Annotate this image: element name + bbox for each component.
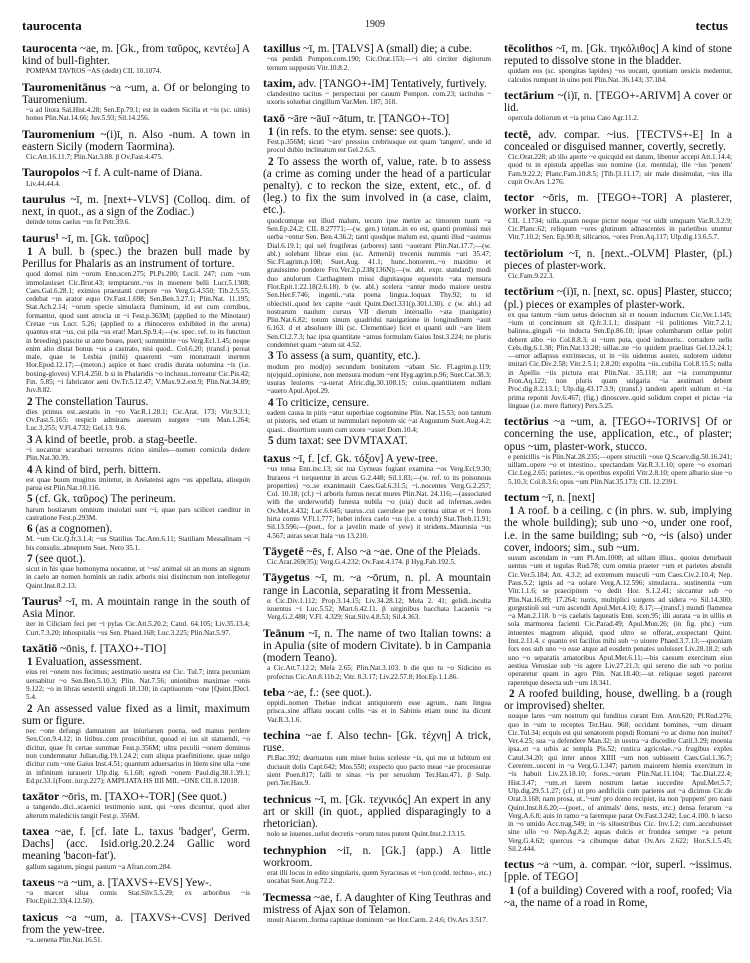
headword: Tauropolos [22, 165, 80, 180]
entry-definition: ~ae, f.: (see quot.). [287, 686, 372, 699]
headword: taxātor [22, 789, 60, 804]
entry-head [504, 89, 732, 114]
headword: teba [263, 684, 285, 699]
citations: opercula doliorum et ~ia priua Cato Agr.11.2. [508, 114, 639, 123]
entry-definition: ~ēs, f. Also ~a ~ae. One of the Pleiads. [306, 545, 481, 558]
dictionary-entry [22, 790, 250, 820]
entry-head [22, 42, 250, 67]
citations: ex qua tantum ~ium uetus deiectum sit et nouum inductum Cic.Ver.1.145; ~ium ut concinnum sit Q.fr.3.1.1; dissipant ~ii politiones Vitr.7.2.1; balinea..gingali ~io inducta Sen.Ep.86.10; ipsae columbarum cellae poliri debent albo ~io Col.8.8.3; si ~ium puta, quod induxeris.. corradere uelis Cels.dig.6.1.38; Plin.Nat.13.28; uillas..ne ~io quidem praelitas Gel.13.24.1;—umor adlapsus extrinsecus, ut in ~iis uidemus austro, sudorem uidetur imitari Cic.Div.2.58; Vitr.2.5.1; 2.8.20; expolita ~iis..cubilia Col.8.15.5; nulla in Apellis ~iis pictura erat Plin.Nat. 35.118; aut ~ia corrumpuntur Fron.Aq.122; non pluris quam uulgaria ~ia aestimari debent Proc.dig.8.2.13.1; Ulp.dig.43.17.3.9; (transf.) tandem aperit uultum et ~ia prima reponit Juv.6.467; (fig.) dinoscere..quid solidum crepet et pictae ~ia linguae (i.e. mere flattery) Pers.5.25. [508, 310, 732, 410]
entry-definition: ~a ~um, a. Of or belonging to Tauromenium. [22, 81, 251, 106]
dictionary-entry [22, 81, 250, 123]
citations: a tangendo..dici..scaenici testimonio sunt, qui ~ores dicuntur, quod alter alterum maledictis tangit Fest.p. 356M. [26, 803, 250, 820]
entry-head [263, 891, 491, 916]
citations: uosque lares ~um nostrum qui funditus curant Enn. Ann.620; Pl.Rud.276; quo in ~um te receptes Ter.Hau. 968; occidant homines, ~um diruant Cic.Tul.34; ecquis est qui senatorem populi Romani ~o ac domo non inuitet? Ver.4.25; sua ~a defendere Man.32; in uestra ~a discedite Catil.3.29; moenia ipsa..et ~a urbis ac templa Pis.52; rustica agricolae..~a frugibus exples Catul.34.20; qui inter annos XIIII ~um non subissent Caes.Gal.1.36.7; Cererem..uocent in ~a Verg.G.1.347; partem maiorem hiemis exercitum in ~is habuit Liv.23.18.10; fores..~orum Plin.Nat.11.104; Tac.Dial.22.4; Hist.3.47; ~um..et larem nostrum laetae succedite Apul.Met.5.7; Ulp.dig.29.5.1.27; (cf.) ut pro aedificiis cum parietes aut ~a dicimus Cic.de Orat.3.168; nam prosa, ut..'~um' pro domo recipiet, ita non 'puppem' pro naui Quint.Inst.8.6.20;—(poet., of animals' dens, nests, etc.) densa ferarum ~a Verg.A.6.8; auis in ramo ~a laremque parat Ov.Fast.3.242; Luc.4.100. b iacso in ~o umido Acc.trag.549; in ~is siluestribus Cic. Inv.1.2; cum..accubuisset sine ullo ~o Nep.Ag.8.2; aquas dulcis et frondea semper ~a petunt Verg.G.4.62; quercus ~a cibumque dabat Ov.Ars 2.622; Hor.S.1.5.45; Sil.2.444. [508, 712, 732, 853]
entry-definition: ~ī, n. [next] [542, 492, 595, 505]
sense-text: dum taxat: see DVMTAXAT. [276, 434, 408, 447]
headword: Taurus² [22, 594, 62, 609]
sense [22, 396, 250, 408]
sense [263, 126, 491, 138]
citations: Fest.p.356M; sicuti '~are' pressius crebriusque est quam 'tangere', unde id procul dubio inclinatum est Gel.2.6.5. [267, 138, 491, 155]
citations: nec ~one defungi damnatum aut iniuriarum poena, sed manus perdere Sen.Con.9.4.12; in litibus..cum proscribitur, quoad ei ius sit statuendi, ~o dicitur, quae fit certae summae Fest.p.356M; ultra peculii ~onem dominus non condemnatur Julian.dig.19.1.24.2; cum aliqua praefinitione, quae uulgo dicitur cum ~one Gaius Inst.4.51; quantum aduersarius in litem sine ulla ~one in infinitum iurauerit Ulp.dig. 6.1.68; egredi ~onem Paul.dig.38.1.39.1; Ed.pr.33.1(Font. iur.p.227); AMPLIATA HS IIII MIL ~ONE CIL 8.12018. [26, 727, 250, 785]
sense-text: (cf. Gk. ταῦρος) The perineum. [35, 493, 176, 506]
entry-head [263, 42, 491, 55]
sense-number: 5 [268, 434, 274, 447]
sense-text: To assess (a sum, quantity, etc.). [276, 350, 421, 363]
citations: sicut in his quae homonyma uocantur, ut '~us' animal sit an mons an signum in caelo an nomen hominis an radix arboris nisi distinctum non intellegetur Quint.Inst.8.2.13. [26, 565, 250, 590]
entry-definition: adv. [TANGO+-IM] Tentatively, furtively. [298, 77, 487, 90]
dictionary-entry [263, 545, 491, 567]
headword: taxea [22, 823, 50, 838]
sense-text: A roofed building, house, dwelling. b a (rough or improvised) shelter. [504, 687, 732, 713]
citations: POMPAM TAVROS ~AS (dedit) CIL 10.1074. [26, 67, 162, 76]
sense [22, 523, 250, 535]
entry-head [22, 595, 250, 620]
citations: ~a ad litora Sal.Hist.4.28; Sen.Ep.79.1; est in eadem Sicilia et ~is (sc. uinis) honos Plin.Nat.14.66; Juv.5.93; Sil.14.256. [26, 106, 250, 123]
running-head-first-word: taurocenta [22, 18, 82, 33]
entry-head [22, 825, 250, 863]
sense-text: (as a cognomen). [35, 523, 113, 536]
sense [504, 505, 732, 554]
dictionary-entry [263, 42, 491, 72]
entry-definition: ~a ~um, a. compar. ~ior, superl. ~issimus. [pple. of TEGO] [504, 859, 733, 884]
citations: M. ~um Cic.Q.fr.3.1.4; ~us Statilius Tac.Ann.6.11; Statiliam Messalinam ~i bis consulis..abneptem Suet. Nero 35.1. [26, 535, 250, 552]
citations: Liv.44.44.4. [26, 179, 61, 188]
headword: tectōrius [504, 414, 549, 429]
sense-number: 1 [509, 505, 515, 518]
entry-head [22, 642, 250, 655]
dictionary-entry [22, 166, 250, 188]
sense-number: 2 [268, 155, 274, 168]
sense [22, 493, 250, 505]
entry-definition: ~ae, f. [cf. late L. taxus 'badger', Germ. Dachs] (acc. Isid.orig.20.2.24 Gallic word meaning 'bacon-fat'). [22, 825, 250, 863]
sense [263, 397, 491, 409]
entry-definition: ~ī, f. [cf. Gk. τόξον] A yew-tree. [293, 453, 438, 466]
dictionary-entry [22, 911, 250, 945]
headword: tectē, [504, 126, 531, 141]
sense [22, 553, 250, 565]
sense [22, 246, 250, 270]
headword: Tāygetus [263, 570, 310, 585]
citations: oppidi..nomen Thebae indicat antiquiorem esse agrum.. nam lingua prisca..sine afflatu uocant collis ~as et in Sabinis etiam nunc ita dicunt Var.R.3.1.6. [267, 699, 491, 724]
citations: harum hostiarum omnium inuiolati sunt ~i, quae pars scilicet caeditur in castratione Fest.p.293M. [26, 505, 250, 522]
entry-head [22, 876, 250, 889]
citations: ~os perdidi Pompon.com.190; Cic.Orat.153;—~i alti circiter digitorum ternum suppositi Vitr.10.8.2. [267, 55, 491, 72]
headword: taxillus [263, 41, 301, 55]
sense-number: 2 [27, 702, 33, 715]
headword: taurulus [22, 191, 66, 206]
sense [263, 435, 491, 447]
dictionary-entry [504, 89, 732, 123]
entry-definition: ~(i)ī, n. [next, sc. opus] Plaster, stucco; (pl.) pieces or examples of plaster-work. [504, 286, 733, 311]
citations: eadem causa in piris ~atur superbiae cognomine Plin. Nat.15.53; non tantum ut pistoris, sed etiam ut nummulari nepotem sic ~at Augustum Suet.Aug.4.2; quasi.. diuortium suum cum uxore ~asset Dom.10.4; [267, 408, 491, 434]
citations: gallum sagatum, pingui pastum ~a Afran.com.284. [26, 862, 172, 871]
entry-head [263, 844, 491, 869]
entry-definition: ~ī, m. [Gk. τεχνικός] An expert in any art or skill (in quot., applied disparagingly to a rhetorician). [263, 793, 491, 831]
sense [22, 434, 250, 446]
citations: erat illi locus in edito singularis, quem Syracusas et ~ion (codd. techno-, etc.) uocabat Suet.Aug.72.2. [267, 868, 491, 886]
headword: tectus [504, 857, 534, 872]
entry-head [263, 112, 491, 125]
sense [22, 703, 250, 727]
citations: CIL 1.1734; uilla..quam neque pictor neque ~or uidit umquam Var.R.3.2.9; Cic.Planc.62; reliquum ~ores glutinum adnascentes in parietibus utuntur Vitr.7.10.2; Sen. Ep.90.8; silicarios, ~ores Fron.Aq.117; Ulp.dig.13.6.5.7. [508, 216, 732, 242]
citations: ~a marcet silua comis Stat.Silv.5.5.29; ex arboribus ~is Flor.Epit.2.33(4.12.50). [26, 889, 250, 906]
dictionary-entry [504, 247, 732, 281]
entry-definition: ~ae, m. [Gk., from ταῦρος, κεντέω] A kind of bull-fighter. [22, 43, 250, 68]
citations: quidam eos (sc. spongitas lapides) ~os uocant, quoniam uesicis medentur, calculos rumpunt in uino poti Plin.Nat. 36.143; 37.184. [508, 67, 732, 84]
sense-text: (of a building) Covered with a roof, roofed; Via ~a, the name of a road in Rome, [504, 884, 733, 909]
dictionary-entry [22, 42, 250, 76]
dictionary-entry [504, 858, 732, 909]
sense [263, 350, 491, 362]
citations: ~i uocantur scarabaei terrestres ricino similes—nomen cornicula dedere Plin.Nat.30.39. [26, 445, 250, 463]
entry-head [504, 247, 732, 272]
sense [22, 464, 250, 476]
entry-head [263, 729, 491, 754]
headword: technyphion [263, 842, 327, 857]
entry-head [263, 793, 491, 831]
dictionary-entry [263, 891, 491, 925]
citations: e penicillis ~is Plin.Nat.28.235;—opere structili ~oue Q.Scaev.dig.50.16.241; uillam..opere ~o et intestino.. spectandam Var.R.3.1.10; opere ~o exornari Cic.Leg.2.65; parietes..~is operibus expoliti Vitr.2.8.10; opere albario siue ~o 5.10.3; Col.8.3.6; opus ~um Plin.Nat.35.173; CIL 12.2391. [508, 452, 732, 486]
dictionary-entry [504, 191, 732, 241]
headword: tēcolithos [504, 41, 553, 55]
headword: Teānum [263, 625, 305, 640]
headword: tectōriolum [504, 245, 564, 260]
citations: modum pro mod(o) secundum bonitatem ~abant Sic. Fl.agrim.p.119; n(e)quid..opinione, non mensura modum ~ent Hyg.agrim.p.96; Suet.Cat.38.3; usuras leuiores ~a-uerat Afric.dig.30.108.15; cuius..quantitatem nullam ~auero Apul.Apol.29. [267, 362, 491, 396]
citations: Pl.Bac.392; deartuatus sum miser huius sceleste ~is, qui me ut lubitum est ductauit dolis Capt.642; Mos.550; exspecto quo pacto meae ~ae processurae sient Poen.817; falli te sinas ~is per seruolum Ter.Hau.471. β Sulp. peri.Ter.Hau.9. [267, 754, 491, 788]
entry-definition: ~āre ~āuī ~ātum, tr. [TANGO+-TO] [287, 112, 450, 125]
entry-definition: ~ī, n. [next..-OLVM] Plaster, (pl.) pieces of plaster-work. [504, 247, 732, 272]
entry-head [22, 911, 250, 936]
sense-number: 2 [509, 687, 515, 700]
entry-definition: ~ī f. A cult-name of Diana. [82, 167, 203, 180]
column-2 [263, 42, 491, 949]
dictionary-entry [263, 452, 491, 540]
entry-head [22, 128, 250, 153]
headword: Tecmessa [263, 889, 312, 904]
entry-head [504, 128, 732, 153]
entry-head [504, 285, 732, 310]
entry-head [263, 452, 491, 465]
entry-definition: ~ae f. Also techn- [Gk. τέχνη] A trick, ruse. [263, 730, 492, 755]
sense-text: A kind of beetle, prob. a stag-beetle. [34, 433, 198, 446]
column-1 [22, 42, 250, 949]
entry-definition: ~(i)ī, n. Also -num. A town in eastern Sicily (modern Taormina). [22, 128, 250, 153]
dictionary-entry [22, 876, 250, 906]
headword: tectārium [504, 88, 554, 102]
sense-text: The constellation Taurus. [35, 395, 149, 408]
citations: iter in Ciliciam feci per ~i pylas Cic.Att.5.20.2; Catul. 64.105; Liv.35.13.4; Curt.7.3.20; inhospitalis ~us Sen. Phaed.168; Luc.3.225; Plin.Nat.5.97. [26, 620, 250, 637]
column-3 [504, 42, 732, 949]
dictionary-entry [22, 595, 250, 637]
citations: mouit Aiacem..forma captiuae dominum ~ae Hor.Carm. 2.4.6; Ov.Ars 3.517. [267, 915, 488, 924]
headword: tectum [504, 490, 540, 505]
citations: α Cic.Div.1.112; Prop.3.14.15; Liv.34.28.12; Mela 2. 41; gelidi..inculta iuuentus ~i Luc.5.52; Mart.6.42.11. β uirginibus bacchata Lacaenis ~a Verg.G.2.488; V.Fl. 4.329; Stat.Silv.4.8.53; Sil.4.363. [267, 596, 491, 622]
running-head [22, 18, 728, 34]
headword: technicus [263, 791, 311, 806]
headword: techina [263, 728, 301, 743]
entry-definition: ~ī, m. [TALVS] A (small) die; a cube. [303, 43, 472, 55]
entry-head [263, 686, 491, 699]
dictionary-entry [263, 793, 491, 839]
entry-definition: ~ī, m. [Gk. ταῦρος] [61, 232, 150, 245]
sense-number: 2 [27, 395, 33, 408]
entry-definition: ~ōris, m. [TAXO+-TOR] (See quot.) [62, 791, 227, 804]
sense-number: 1 [27, 245, 33, 258]
citations: clandestino tacitus ~ perspectaui per cauum Pompon. com.23; tacitulus ~ uxoris soluebat cingillum Var.Men. 187; 318. [267, 90, 491, 107]
sense-number: 1 [509, 884, 515, 897]
dictionary-entry [504, 285, 732, 410]
citations: quodcumque est illud malum, tecum ipse metire ac timorem tuum ~a Sen.Ep.24.2; CIL 8.27771;—(w. gen.) totum..in eo est, quanti promissi mei uerba ~entur Sen. Ben.4.36.2; tanti quodque malum est, quanti illud ~auimus Dial.6.19.1; qui uel frugiferas (arbores) tanti ~auerant Plin.Nat.17.7;—(w. abl.) solebant librae eius (sc. Armenii) trecenis nummis ~ari 35.47; Sic.Fl.agrim.p.108; Suet.Aug. 41.1; hunc..honorem..~o maximo et grauissimo pondere Fro.Ver.2.p.238(136N);—(w. abl. expr. standard) modi duo anulorum Carthaginem missi dignitasque equestris ~ata mensura Flor.Epit.1.22.18(2.6.18). b (w. abl.) scelera ~antur modo maiore uestra Sen.Her.F.746; ingenii..~ata poena lingua..loquax Thy.92; tu id obiecisti..quod lex capite ~auit Quint.Decl.331(p.301.l.30). c (w. abl.) ad nostrarum naulum cursus VII dierum interuallo ~ata (nauigatio) Plin.Nat.6.82; totum sinum quadridui nauigatione in longitudinem ~auit 6.163. d et absoluere illi (sc. Clementiae) licet et quanti uult ~are litem Sen.Cl.2.7.3; hac ipsa quantitate ~amus formulam Gaius Inst.3.224; ne pluris condemnet quam ~atum sit 4.52. [267, 216, 491, 350]
sense-text: A roof. b a ceiling. c (in phrs. w. sub, implying the whole building); sub uno ~o, under one roof, i.e. in the same building; sub ~o, ~is (also) under cover, indoors; sim., sub ~um. [504, 505, 732, 554]
sense [22, 656, 250, 668]
entry-definition: ~a ~um, a. [TAXVS+-CVS] Derived from the yew-tree. [22, 911, 251, 936]
sense [504, 885, 732, 909]
sense-text: Evaluation, assessment. [35, 656, 142, 669]
columns [22, 42, 732, 949]
citations: Cic.Fam.9.22.3. [508, 272, 555, 280]
sense-text: To criticize, censure. [276, 396, 370, 409]
entry-definition: ~ī, m. [Gk. τηκόλιθος] A kind of stone reputed to dissolve stone in the bladder. [504, 43, 733, 68]
headword: taxim, [263, 75, 296, 90]
entry-head [263, 77, 491, 90]
dictionary-entry [263, 729, 491, 788]
citations: ~us tonsa Enn.inc.13; sic tua Cyrneas fugiant examina ~os Verg.Ecl.9.30; Ituraeos ~i torquentur in arcus G.2.448; Sil.1.83;—(w. ref. to its poisonous properties) ~o..se exanimauit Caes.Gal.6.31.5; ~i..nocentes Verg.G.2.257; Col. 10.18; (cf.) ~i arboris fumus necat mures Plin.Nat. 24.116;—(associated with the underworld) funesta nubila ~o (uia) ducit ad infernas..sedes Ov.Met.4.432; Luc.6.645; taurus..cui caeruleae per cornua uittae et ~i frons hirta comis V.Fl.1.777; hebet infera caelo ~us (i.e. a torch) Stat.Theb.11.91; Sil.13.596;—(poet., for a javelin made of yew) it stridens..Maurusia ~us 4.567; auras secat Itala ~us 13.210. [267, 465, 491, 540]
entry-definition: ~ae, f. A daughter of King Teuthras and mistress of Ajax son of Telamon. [263, 891, 491, 916]
citations: ~a..uenena Plin.Nat.16.51. [26, 936, 103, 945]
entry-definition: ~a ~um, a. [TAXVS+-EVS] Yew-. [57, 876, 212, 889]
sense-number: 1 [27, 656, 33, 669]
entry-definition: ~ī, n. The name of two Italian towns: a in Apulia (site of modern Civitate). b in Campania (modern Teano). [263, 627, 492, 665]
running-head-last-word: tectus [695, 18, 728, 33]
sense-text: A kind of bird, perh. bittern. [34, 463, 161, 476]
dictionary-entry [504, 42, 732, 84]
entry-definition: ~(i)ī, n. [TEGO+-ARIVM] A cover or lid. [504, 90, 733, 115]
entry-head [504, 858, 732, 883]
entry-head [22, 790, 250, 803]
citations: Cic.Arat.269(35); Verg.G.4.232; Ov.Fast.4.174. β Hyg.Fab.192.5. [267, 558, 456, 567]
entry-definition: ~iī, n. [Gk.] (app.) A little workroom. [263, 844, 491, 869]
entry-definition: ~a ~um, a. [TEGO+-TORIVS] Of or concerning the use, application, etc., of plaster; opus ~um, plaster-work, stucco. [504, 416, 733, 453]
entry-definition: ~ī, m. ~a ~ōrum, n. pl. A mountain range in Laconia, separating it from Messenia. [263, 572, 492, 597]
entry-head [263, 571, 491, 596]
headword: taxeus [22, 874, 55, 889]
dictionary-entry [263, 77, 491, 107]
entry-head [504, 42, 732, 67]
citations: Cic.Orat.228; ab illo aperte ~e quicquid est datum, libenter accepi Att.1.14.4; quod tu in epistula appellas suo nomine (i.e. mentula), ille ~ius 'penem' Fam.9.22.2; Planc.Fam.10.8.5; [Tib.]3.11.17; uir male dissimulat, ~ius illa cupit Ov.Ars 1.276. [508, 153, 732, 186]
sense [263, 156, 491, 217]
entry-head [263, 627, 491, 665]
entry-head [504, 191, 732, 216]
dictionary-entry [263, 686, 491, 724]
citations: quod domui nim ~orum Enn.scen.275; Pl.Ps.200; Lucil. 247; cum ~um immolauisset Cic.Brut.43; temptarunt..~os in moenere belli Lucr.5.1308; Caes.Gal.6.28.1; eximios praestanti corpore ~os Verg.G.4.550; Tib.2.5.55; cedebat ~us arator equo Ov.Fast.1.698; Sen.Ben.3.27.1; Plin.Nat. 11.195; Stat.Ach.2.14; ~orum specie simulacra fluminum, id est cum cornibus, formantur, quod sunt atrocia ut ~i Fest.p.363M; (applied to the Minotaur) Cretae ~us Lucr. 5.26; (applied to a rhinoceros exhibited in the arena) quantus erat ~us, cui pila ~us erat! Mart.Sp.9.4;—(w. spec. ref. to its function in breeding) pascite ut ante boues, pueri; summittite ~os Verg.Ecl.1.45; neque enim alio distat bonus ~us a castrato, nisi quod.. Col.6.20; (transf.) pereat male, quae te Lesbia (mihi) quaerenti ~um monstrauit inertem Hor.Epod.12.17;—(meton.) aspice et haec crudis durata uolumina ~is (i.e. boxing-gloves) V.Fl.4.250. b si in Phalaridis ~o inclusus..torreatur Cic.Pis.42; Fin. 5.85; ~i fabricator aeni Ov.Tr.5.12.47; V.Max.9.2.ext.9; Plin.Nat.34.89; Juv.8.82. [26, 270, 250, 395]
sense-text: (see quot.). [35, 552, 86, 565]
dictionary-entry [22, 193, 250, 227]
citations: a Cic.Att.7.12.2; Mela 2.65; Plin.Nat.3.103. b die quo tu ~o Sidicino es profectus Cic.Att.8.11b.2; Vitr. 8.3.17; Liv.22.57.8; Hor.Ep.1.1.86. [267, 664, 491, 681]
headword: taxus [263, 451, 291, 466]
citations: susum ascendam in ~um Pl.Am.1008; ad uillam illius.. quoius deturbauit uentus ~um et tegulas Rud.78; cum omnia praeter ~um et parietes abstulit Cic.Ver.5.184; Att. 4.3.2; ad extremum musculi ~um Caes.Civ.2.10.4; Nep. Paus.5.2; ignis ad ~a uolare Verg.A.12.596; simulacra.. sustinentia ~um Vitr.1.1.6; se praecipitem ~o dedit Hor. S.1.2.41; siccantur sub ~o Plin.Nat.16.89; 17.264; turris, multiplici surgens ad sidera ~o Sil.14.300; gurgustioli sui ~um ascendit Apul.Met.4.10; 8.17;—(transf.) mundi flammea ~a Man.2.118. b ~is caelatis laqueatis Enn. scen.95; illi aurata ~a in uillis et sola marmorea facienti Cic.Parad.49; Apul.Mun.26; (in fig. phr.) ~um intuentes magnum aliquid, quod ultro se offerat,..exspectant Quint. Inst.2.11.4. c quanto est facilius mihi sub ~o uiuere Phaed.3.7.13;—quoniam fors eos sub uno ~o esse atque ad eosdem penates uoluisset Liv.28.18.2; sub uno ~o separatis amatoribus Apul.Met.6.11;—bis caesum exercitum eius aestiua Venusiae sub ~is agere Liv.27.21.3; qui sereno die sub ~o potius operaretur quam in agro Plin. Nat.18.40;—ut reliquae segeti parceret raperetque desecta sub ~um 18.341. [508, 554, 732, 687]
sense-text: An assessed value fixed as a limit, maximum sum or figure. [22, 702, 250, 727]
page-number: 1909 [365, 19, 385, 30]
sense-number: 4 [268, 396, 274, 409]
headword: tector [504, 190, 534, 205]
sense-number: 3 [27, 433, 33, 446]
headword: Tauromenitānus [22, 79, 107, 94]
headword: tectōrium [504, 284, 554, 299]
headword: taurus¹ [22, 230, 59, 245]
dictionary-entry [504, 415, 732, 486]
sense-number: 6 [27, 523, 33, 536]
entry-definition: ~ōnis, f. [TAXO+-TIO] [60, 643, 167, 656]
citations: est quae boum mugitus imitetur, in Arelatensi agro ~us appellata, alioquin parua est Plin.Nat.10.116. [26, 475, 250, 493]
dictionary-entry [22, 232, 250, 590]
entry-definition: ~ī, m. [next+-VLVS] (Colloq. dim. of next, in quot., as a sign of the Zodiac.) [22, 193, 250, 219]
dictionary-entry [504, 128, 732, 187]
headword: taxicus [22, 909, 58, 924]
dictionary-entry [22, 642, 250, 785]
entry-head [22, 81, 250, 106]
dictionary-entry [22, 825, 250, 871]
entry-head [504, 491, 732, 504]
citations: deinde totus caelus ~us fit Petr.39.6. [26, 218, 131, 227]
dictionary-entry [504, 491, 732, 853]
entry-head [263, 545, 491, 558]
entry-definition: adv. compar. ~ius. [TECTVS+-E] In a concealed or disguised manner, covertly, secretly. [504, 128, 732, 153]
headword: taxātiō [22, 641, 58, 656]
sense-text: To assess the worth of, value, rate. b to assess (a crime as coming under the head of a particular penalty). c to reckon the size, extent, etc., of. d (leg.) to fix the sum involved in (a case, claim, etc.). [263, 155, 491, 217]
dictionary-entry [22, 128, 250, 162]
sense [504, 688, 732, 712]
sense-number: 3 [268, 350, 274, 363]
dictionary-entry [263, 844, 491, 886]
headword: Tāygetē [263, 543, 304, 558]
citations: eius rei ~onem nos fecimus; aestimatio uestra est Cic. Tul.7; intra pecuniam uersabitur ~o Sen.Ben.5.10.3; Plin. Nat.7.56; unionibus maximae ~onis 9.122; ~o in libras sestertii singuli 18.130; in captiuorum ~one [Quint.]Decl. 5.4. [26, 668, 250, 702]
dictionary-entry [263, 627, 491, 681]
sense-number: 5 [27, 493, 33, 506]
dictionary-entry [263, 571, 491, 621]
entry-definition: ~ī, m. A mountain range in the south of Asia Minor. [22, 596, 250, 621]
sense-number: 4 [27, 463, 33, 476]
entry-head [504, 415, 732, 453]
sense-text: (in refs. to the etym. sense: see quots.). [276, 125, 451, 138]
sense-number: 7 [27, 552, 33, 565]
headword: taxō [263, 110, 285, 125]
entry-head [22, 232, 250, 245]
dictionary-entry [263, 112, 491, 447]
entry-definition: ~ōris, m. [TEGO+-TOR] A plasterer, worker in stucco. [504, 192, 733, 217]
citations: Cic.Att.16.11.7; Plin.Nat.3.88. β Ov.Fast.4.475. [26, 153, 163, 162]
headword: Tauromenium [22, 126, 95, 141]
headword: taurocenta [22, 41, 78, 55]
citations: nolo se iuuenes..uelut decretis ~orum tutos putent Quint.Inst.2.13.15. [267, 830, 466, 839]
entry-head [22, 166, 250, 179]
sense-text: A bull. b (spec.) the brazen bull made by Perillus for Phalaris as an instrument of torture. [22, 245, 250, 271]
sense-number: 1 [268, 125, 274, 138]
entry-head [22, 193, 250, 218]
citations: dies primus est..aestatis in ~ro Var.R.1.28.1; Cic.Arat. 173; Vitr.9.3.1; Ov.Fast.5.165; respicit admirans auersum surgere ~um Man.1.264; Luc.3.255; V.Fl.4.732; Gel.13. 9.6. [26, 407, 250, 433]
